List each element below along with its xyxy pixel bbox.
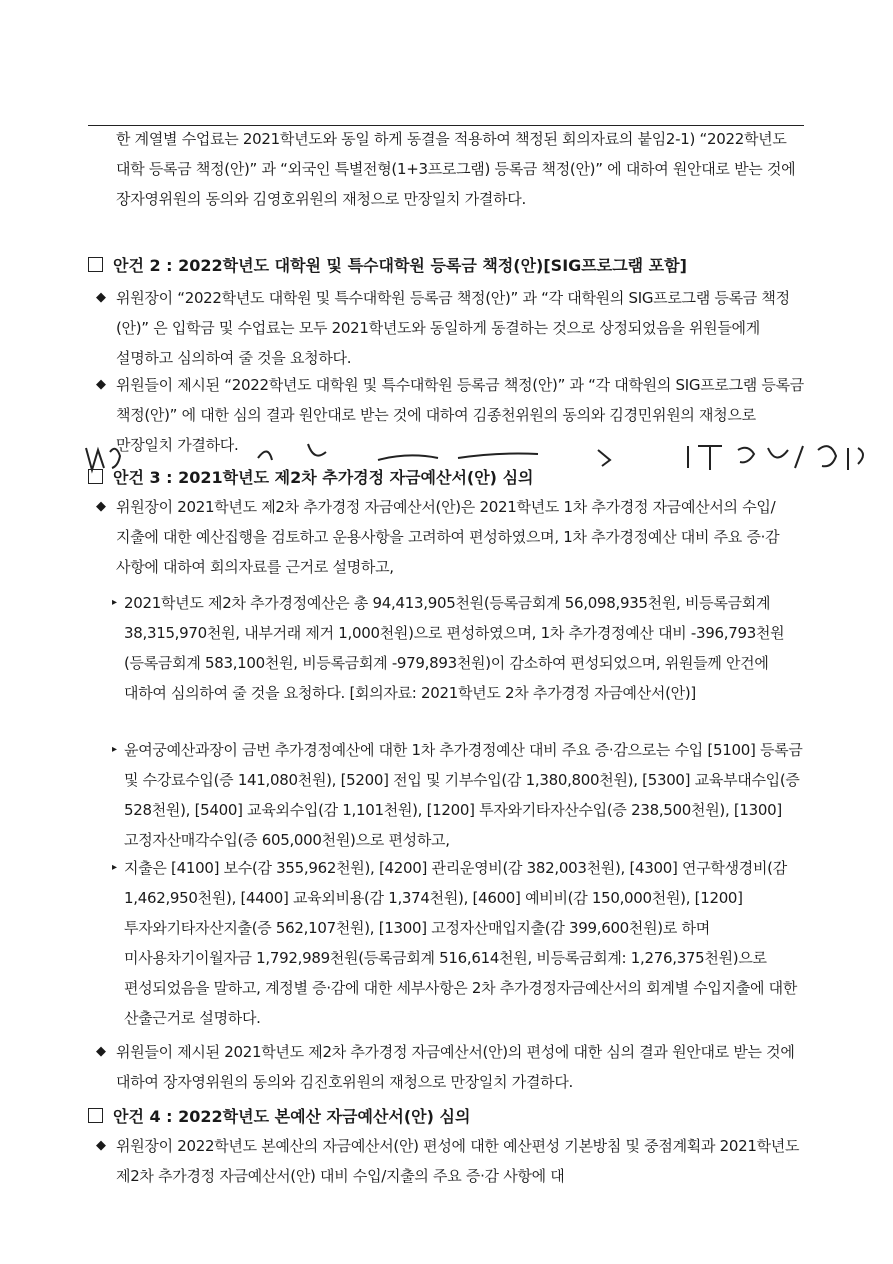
triangle-bullet-icon: ▸ [112, 744, 117, 755]
agenda3-heading: 안건 3 : 2021학년도 제2차 추가경정 자금예산서(안) 심의 [88, 464, 808, 492]
agenda2-heading: 안건 2 : 2022학년도 대학원 및 특수대학원 등록금 책정(안)[SIG프로그램 포함] [88, 252, 808, 280]
triangle-bullet-icon: ▸ [112, 597, 117, 608]
document-page: 한 계열별 수업료는 2021학년도와 동일 하게 동결을 적용하여 책정된 회의자료의 붙임2-1) “2022학년도 대학 등록금 책정(안)” 과 “외국인 특별전형(1+3프로그램) 등록금 책정(안)” 에 대하여 원안대로 받는 것에 장자영위원의 동의와 김영호위원의 재청으로 만장일치 가결하다. 안건 2 : 2022학년도 대학원 및 특수대학원 등록금 책정(안)[SIG프로그램 포함] ◆ 위원장이 “2022학년도 대학원 및 특수대학원 등록금 책정(안)” 과 “각 대학원의 SIG프로그램 등록금 책정(안)” 은 입학금 및 수업료는 모두 2021학년도와 동일하게 동결하는 것으로 상정되었음을 위원들에게 설명하고 심의하여 줄 것을 요청하다. ◆ 위원들이 제시된 “2022학년도 대학원 및 특수대학원 등록금 책정(안)” 과 “각 대학원의 SIG프로그램 등록금 책정(안)” 에 대한 심의 결과 원안대로 받는 것에 대하여 김종천위원의 동의와 김경민위원의 재청으로 만장일치 가결하다. 안건 3 : 2021학년도 제2차 추가경정 자금예산서(안) 심의 ◆ 위원장이 2021학년도 제2차 추가경정 자금예산서(안)은 2021학년도 1차 추가경정 자금예산서의 수입/지출에 대한 예산집행을 검토하고 운용사항을 고려하여 편성하였으며, 1차 추가경정예산 대비 주요 증·감 사항에 대하여 회의자료를 근거로 설명하고, ▸ 2021학년도 제2차 추가경정예산은 총 94,413,905천원(등록금회계 56,098,935천원, 비등록금회계 38,315,970천원, 내부거래 제거 1,000천원)으로 편성하였으며, 1차 추가경정예산 대비 -396,793천원(등록금회계 583,100천원, 비등록금회계 -979,893천원)이 감소하여 편성되었으며, 위원들께 안건에 대하여 심의하여 줄 것을 요청하다. [회의자료: 2021학년도 2차 추가경정 자금예산서(안)] ▸ 윤여궁예산과장이 금번 추가경정예산에 대한 1차 추가경정예산 대비 주요 증·감으로는 수입 [5100] 등록금 및 수강료수입(증 141,080천원), [5200] 전입 및 기부수입(감 1,380,800천원), [5300] 교육부대수입(증 528천원), [5400] 교육외수입(감 1,101천원), [1200] 투자와기타자산수입(증 238,500천원), [1300] 고정자산매각수입(증 605,000천원)으로 편성하고, ▸ 지출은 [4100] 보수(감 355,962천원), [4200] 관리운영비(감 382,003천원), [4300] 연구학생경비(감 1,462,950천원), [4400] 교육외비용(감 1,374천원), [4600] 예비비(감 150,000천원), [1200] 투자와기타자산지출(증 562,107천원), [1300] 고정자산매입지출(감 399,600천원)로 하며 미사용차기이월자금 1,792,989천원(등록금회계 516,614천원, 비등록금회계: 1,276,375천원)으로 편성되었음을 말하고, 계정별 증·감에 대한 세부사항은 2차 추가경정자금예산서의 회계별 수입지출에 대한 산출근거로 설명하다. ◆ 위원들이 제시된 2021학년도 제2차 추가경정 자금예산서(안)의 편성에 대한 심의 결과 원안대로 받는 것에 대하여 장자영위원의 동의와 김진호위원의 재청으로 만장일치 가결하다. 안건 4 : 2022학년도 본예산 자금예산서(안) 심의 ◆ 위원장이 2022학년도 본예산의 자금예산서(안) 편성에 대한 예산편성 기본방침 및 중점계획과 2021학년도 제2차 추가경정 자금예산서(안) 대비 수입/지출의 주요 증·감 사항에 대 [0, 0, 893, 1264]
checkbox-icon [88, 1108, 103, 1123]
triangle-bullet-icon: ▸ [112, 862, 117, 873]
diamond-bullet-icon: ◆ [96, 1044, 106, 1059]
checkbox-icon [88, 257, 103, 272]
diamond-bullet-icon: ◆ [96, 377, 106, 392]
diamond-bullet-icon: ◆ [96, 1138, 106, 1153]
checkbox-icon [88, 469, 103, 484]
closing-paragraph-agenda1: 한 계열별 수업료는 2021학년도와 동일 하게 동결을 적용하여 책정된 회의자료의 붙임2-1) “2022학년도 대학 등록금 책정(안)” 과 “외국인 특별전형(1+3프로그램) 등록금 책정(안)” 에 대하여 원안대로 받는 것에 장자영위원의 동의와 김영호위원의 재청으로 만장일치 가결하다. [116, 130, 796, 208]
agenda4-heading: 안건 4 : 2022학년도 본예산 자금예산서(안) 심의 [88, 1103, 808, 1131]
diamond-bullet-icon: ◆ [96, 499, 106, 514]
diamond-bullet-icon: ◆ [96, 290, 106, 305]
